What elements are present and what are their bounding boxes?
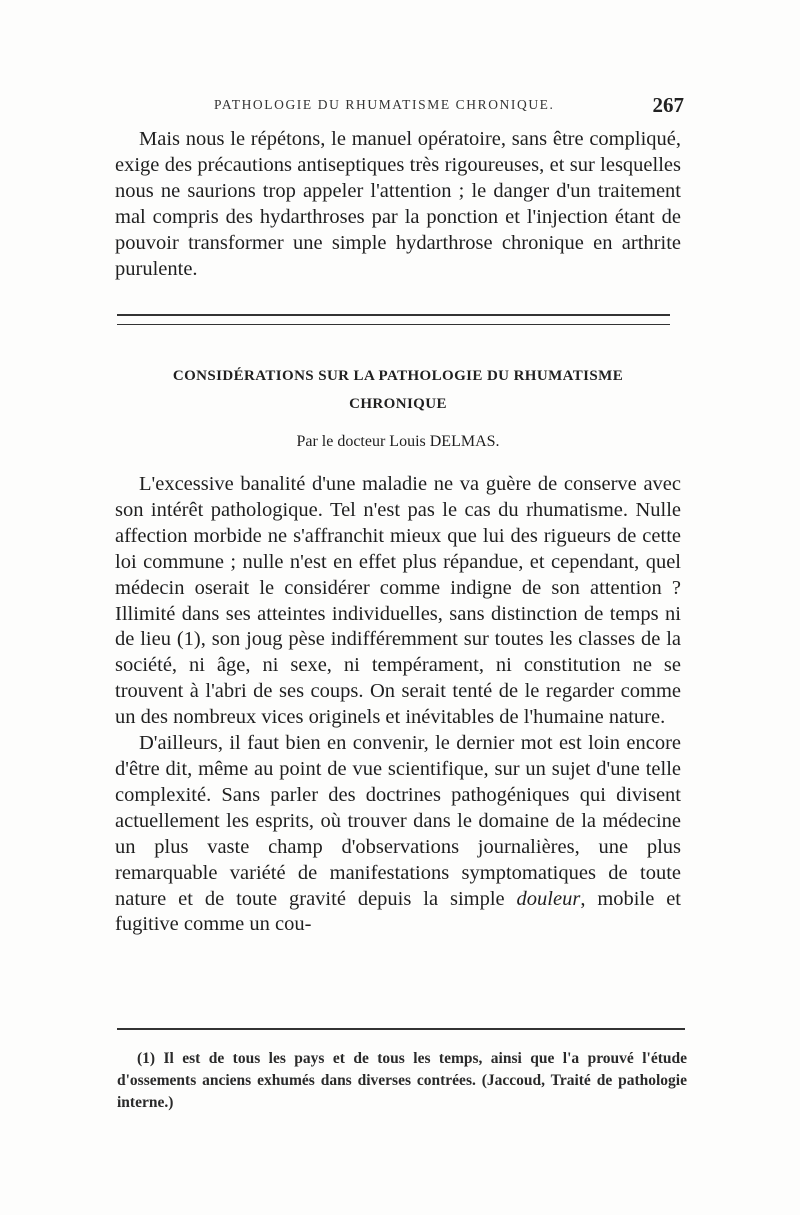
section-title-line-2: CHRONIQUE xyxy=(349,396,447,412)
article-body xyxy=(115,472,681,938)
footnote-text: (1) Il est de tous les pays et de tous les temps, ainsi que l'a prouvé l'étude d'ossements anciens exhumés dans diverses contrées. (Jaccoud, Traité de pathologie interne.) xyxy=(117,1050,687,1111)
body-paragraph-2 xyxy=(115,731,681,938)
author-byline: Par le docteur Louis DELMAS. xyxy=(296,433,500,450)
section-title-line-1: CONSIDÉRATIONS SUR LA PATHOLOGIE DU RHUMATISME xyxy=(172,368,624,384)
section-title xyxy=(115,362,681,418)
footnote-divider xyxy=(117,1028,685,1030)
paragraph-2-italic: douleur xyxy=(516,887,581,910)
page-number: 267 xyxy=(652,93,684,117)
section-divider xyxy=(117,314,670,325)
footnote xyxy=(117,1048,687,1114)
intro-text xyxy=(115,127,681,282)
running-title: PATHOLOGIE DU RHUMATISME CHRONIQUE. xyxy=(214,97,555,112)
intro-paragraph: Mais nous le répétons, le manuel opératoire, sans être compliqué, exige des précautions antiseptiques très rigoureuses, et sur lesquelles nous ne saurions trop appeler l'attention ; le danger d'un traitement mal compris des hydarthroses par la ponction et l'injection étant de pouvoir transformer une simple hydarthrose chronique en arthrite purulente. xyxy=(115,128,681,280)
running-head xyxy=(114,93,684,117)
body-paragraph-1: L'excessive banalité d'une maladie ne va guère de conserve avec son intérêt pathologique. Tel n'est pas le cas du rhumatisme. Nulle affection morbide ne s'affranchit mieux que lui des rigueurs de cette loi commune ; nulle n'est en effet plus répandue, et cependant, quel médecin oserait le considérer comme indigne de son attention ? Illimité dans ses atteintes individuelles, sans distinction de temps ni de lieu (1), son joug pèse indifféremment sur toutes les classes de la société, ni âge, ni sexe, ni tempérament, ni constitution ne se trouvent à l'abri de ses coups. On serait tenté de le regarder comme un des nombreux vices originels et inévitables de l'humaine nature. xyxy=(115,473,681,729)
paragraph-2-text-b: , mobile et fugitive comme un cou- xyxy=(115,887,682,936)
paragraph-2-text-a: D'ailleurs, il faut bien en convenir, le dernier mot est loin encore d'être dit, même au point de vue scientifique, sur un sujet d'une telle complexité. Sans parler des doctrines pathogéniques qui divisent actuellement les esprits, où trouver dans le domaine de la médecine un plus vaste champ d'observations journalières, une plus remarquable variété de manifestations symptomatiques de toute nature et de toute gravité depuis la simple xyxy=(115,732,681,910)
